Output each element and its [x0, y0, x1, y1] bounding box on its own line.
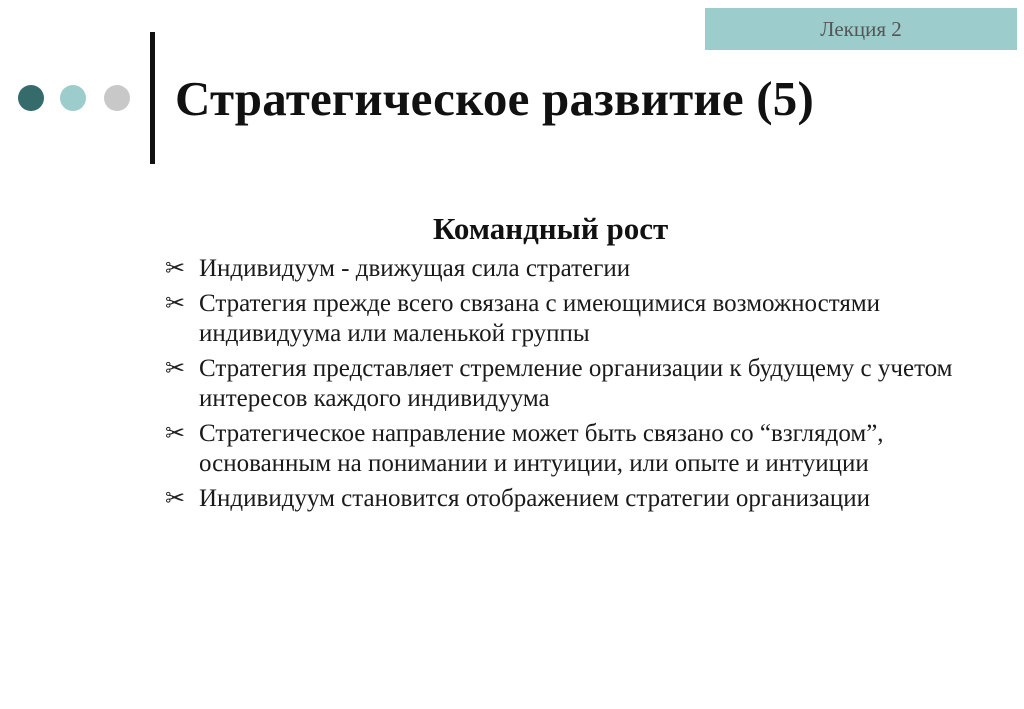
- list-item: [165, 484, 985, 514]
- list-item-text: Стратегия прежде всего связана с имеющимися возможностями индивидуума или маленькой группы: [199, 290, 881, 347]
- lecture-badge: Лекция 2: [705, 8, 1017, 50]
- list-item-text: Стратегическое направление может быть связано со “взглядом”, основанным на понимании и интуиции, или опыте и интуиции: [199, 420, 884, 477]
- scissors-icon: ✂: [165, 291, 186, 317]
- title-divider: [150, 32, 155, 164]
- scissors-icon: ✂: [165, 486, 186, 512]
- list-item: [165, 254, 985, 284]
- list-item: [165, 419, 985, 479]
- list-item: [165, 354, 985, 414]
- list-item-text: Индивидуум становится отображением стратегии организации: [199, 485, 871, 512]
- dot-dark-icon: [18, 85, 44, 111]
- list-item-text: Индивидуум - движущая сила стратегии: [199, 255, 631, 282]
- dot-gray-icon: [104, 85, 130, 111]
- list-item-text: Стратегия представляет стремление организации к будущему с учетом интересов каждого индивидуума: [199, 355, 953, 412]
- scissors-icon: ✂: [165, 421, 186, 447]
- scissors-icon: ✂: [165, 256, 186, 282]
- section-subheading: Командный рост: [433, 211, 669, 246]
- bullet-list: [165, 254, 985, 519]
- scissors-icon: ✂: [165, 356, 186, 382]
- list-item: [165, 289, 985, 349]
- dot-teal-icon: [60, 85, 86, 111]
- slide-title: Стратегическое развитие (5): [175, 71, 814, 126]
